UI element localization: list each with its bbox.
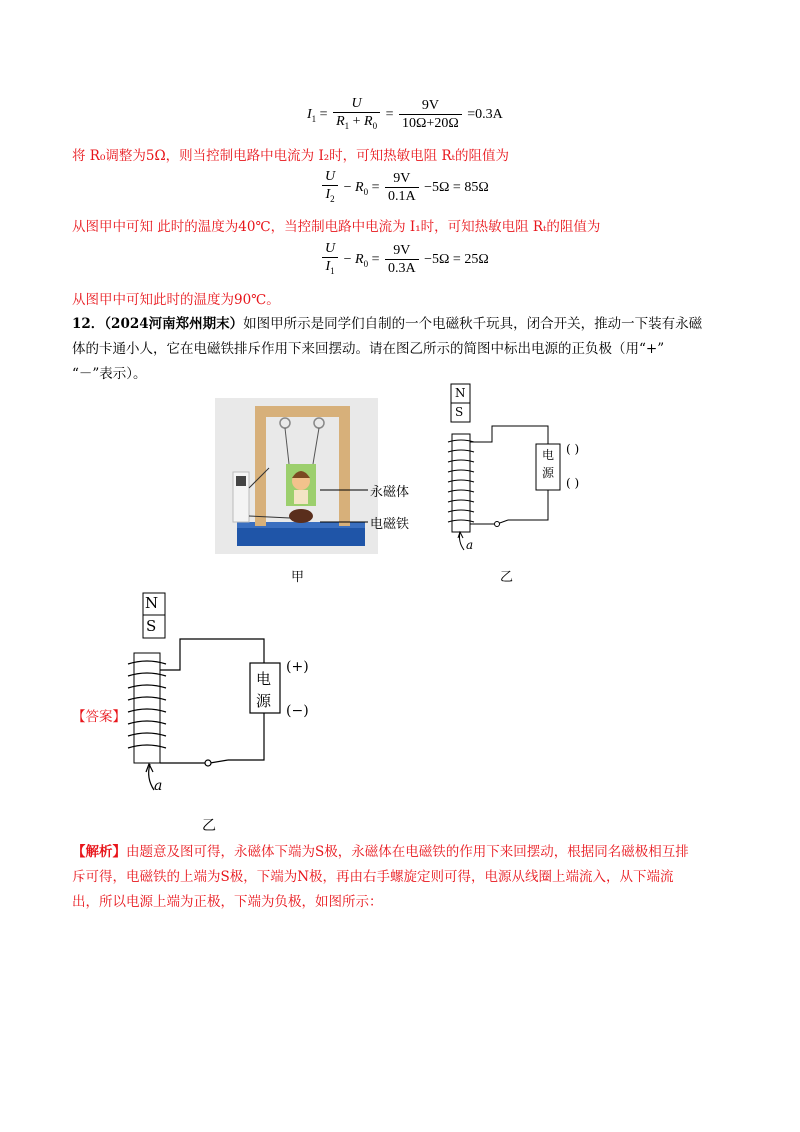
top-beam [255, 406, 350, 417]
yi-bracket-top: ( ) [566, 442, 580, 456]
formula-var: I [307, 107, 312, 123]
answer-power-label-2: 源 [256, 692, 272, 710]
analysis-label: 【解析】 [72, 844, 126, 860]
analysis-line-1 [72, 840, 740, 865]
question-number: 12． [72, 316, 105, 332]
yi-pole-n: N [455, 386, 466, 400]
caption-jia: 甲 [291, 570, 305, 585]
formula-var: R [355, 180, 364, 196]
yi-point-a: a [466, 538, 474, 552]
analysis-line-3: 出，所以电源上端为正极，下端为负极，如图所示： [72, 894, 383, 910]
formula-eq: = [319, 107, 328, 123]
formula-eq: = [371, 252, 380, 268]
formula-sub: 0 [363, 258, 369, 269]
answer-coil-core [134, 653, 160, 763]
left-post [255, 406, 266, 526]
question-text: 如图甲所示是同学们自制的一个电磁秋千玩具，闭合开关，推动一下装有永磁 [243, 316, 703, 332]
formula-numerator: 9V [399, 97, 462, 115]
formula-fraction [385, 170, 419, 205]
answer-pole-s: S [146, 617, 157, 635]
question-line-3: “－”表示）。 [72, 366, 147, 382]
question-line-1 [72, 312, 740, 337]
caption-yi-top: 乙 [500, 570, 514, 585]
formula-result: −5Ω = 85Ω [424, 180, 489, 196]
formula-denominator: 0.3A [388, 261, 416, 277]
formula-fraction [322, 240, 338, 280]
formula-denominator: $R_1 + R_0$ [336, 114, 378, 131]
formula-numerator: U [322, 240, 338, 258]
formula-minus: − [343, 180, 352, 196]
label-electromagnet: 电磁铁 [370, 517, 410, 532]
formula-numerator: U [322, 168, 338, 186]
formula-numerator: 9V [385, 242, 419, 260]
text-temp-90: 从图甲中可知此时的温度为90℃。 [72, 292, 280, 308]
wire-right [508, 490, 548, 520]
text-temp-40: 从图甲中可知 此时的温度为40℃，当控制电路中电流为 I₁时，可知热敏电阻 Rₜ的阻值为 [72, 219, 601, 235]
formula-result: −5Ω = 25Ω [424, 252, 489, 268]
formula-current-i1 [307, 95, 503, 135]
question-source: （2024河南郑州期末） [104, 316, 244, 332]
answer-caption-yi: 乙 [202, 818, 216, 834]
label-permanent-magnet: 永磁体 [370, 485, 410, 500]
yi-pole-s: S [455, 405, 464, 419]
formula-fraction [399, 97, 462, 132]
question-12 [72, 312, 740, 387]
answer-point-a: a [154, 778, 163, 794]
answer-power-label-1: 电 [256, 670, 272, 688]
electromagnet-coil [289, 509, 313, 523]
formula-denominator: $I_1$ [325, 259, 335, 276]
formula-sub: 1 [311, 113, 317, 124]
answer-minus: (−) [286, 703, 309, 719]
analysis [72, 840, 740, 915]
formula-fraction [333, 95, 380, 135]
formula-fraction [385, 242, 419, 277]
figure-jia-photo [215, 398, 378, 554]
formula-resistance-85 [320, 168, 489, 208]
question-line-2: 体的卡通小人，它在电磁铁排斥作用下来回摆动。请在图乙所示的简图中标出电源的正负极（用“+” [72, 341, 665, 357]
formula-result: =0.3A [467, 107, 503, 123]
answer-label: 【答案】 [72, 709, 126, 725]
formula-minus: − [343, 252, 352, 268]
formula-numerator: U [333, 95, 380, 113]
formula-var: R [355, 252, 364, 268]
formula-denominator: $I_2$ [325, 187, 335, 204]
yi-power-label-1: 电 [542, 448, 555, 462]
figure-yi-circuit [440, 382, 610, 562]
answer-switch-pivot [205, 760, 211, 766]
formula-eq: = [371, 180, 380, 196]
formula-resistance-25 [320, 240, 489, 280]
photo-label-lines [320, 480, 370, 530]
answer-pole-n: N [145, 594, 159, 612]
answer-wire-right [228, 713, 264, 760]
answer-switch-blade [210, 760, 228, 763]
formula-sub: 0 [363, 186, 369, 197]
formula-numerator: 9V [385, 170, 419, 188]
formula-denominator: 0.1A [388, 189, 416, 205]
text-r0-adjust: 将 R₀调整为5Ω，则当控制电路中电流为 I₂时，可知热敏电阻 Rₜ的阻值为 [72, 148, 509, 164]
answer-wire-top [160, 639, 264, 670]
analysis-text: 由题意及图可得，永磁体下端为S极，永磁体在电磁铁的作用下来回摆动，根据同名磁极相互排 [126, 844, 689, 860]
switch-pivot [495, 522, 500, 527]
yi-power-label-2: 源 [542, 466, 555, 480]
wire-top [470, 426, 548, 444]
formula-eq: = [385, 107, 394, 123]
formula-denominator: 10Ω+20Ω [402, 116, 459, 132]
analysis-line-2: 斥可得，电磁铁的上端为S极，下端为N极，再由右手螺旋定则可得，电源从线圈上端流入，从下端流 [72, 869, 674, 885]
formula-fraction [322, 168, 338, 208]
answer-plus: (+) [286, 659, 309, 675]
yi-bracket-bottom: ( ) [566, 476, 580, 490]
coil-core [452, 434, 470, 532]
